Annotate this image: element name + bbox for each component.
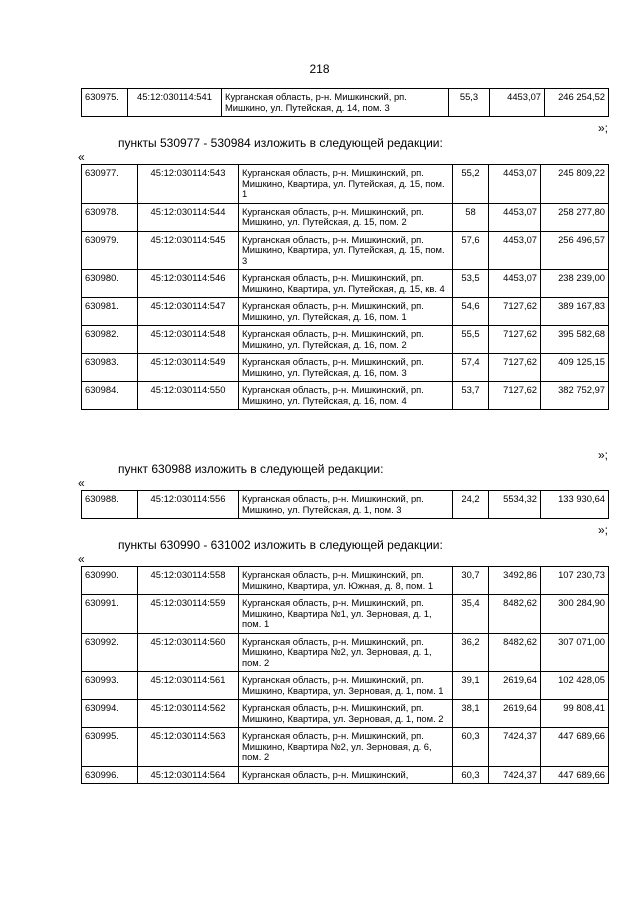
- table-row: [82, 298, 609, 326]
- address-cell: Курганская область, р-н. Мишкинский, рп. Мишкино, Квартира №2, ул. Зерновая, д. 1, пом. 2: [239, 633, 453, 672]
- table-row: [82, 326, 609, 354]
- address-cell: Курганская область, р-н. Мишкинский,: [239, 766, 453, 784]
- item-number-cell: 630979.: [82, 231, 138, 270]
- table-row: [82, 633, 609, 672]
- address-cell: Курганская область, р-н. Мишкинский, рп. Мишкино, Квартира, ул. Зерновая, д. 1, пом. 1: [239, 672, 453, 700]
- cadastral-value-cell: 447 689,66: [541, 766, 609, 784]
- item-number-cell: 630981.: [82, 298, 138, 326]
- area-cell: 53,7: [453, 382, 489, 410]
- table-row: [82, 595, 609, 634]
- item-number-cell: 630984.: [82, 382, 138, 410]
- cadastral-number-cell: 45:12:030114:544: [138, 203, 239, 231]
- address-cell: Курганская область, р-н. Мишкинский, рп. Мишкино, Квартира, ул. Путейская, д. 15, пом. 3: [239, 231, 453, 270]
- unit-value-cell: 7127,62: [489, 298, 541, 326]
- cadastral-number-cell: 45:12:030114:543: [138, 165, 239, 204]
- address-cell: Курганская область, р-н. Мишкинский, рп. Мишкино, Квартира, ул. Путейская, д. 15, кв. 4: [239, 270, 453, 298]
- cadastral-number-cell: 45:12:030114:559: [138, 595, 239, 634]
- area-cell: 57,6: [453, 231, 489, 270]
- item-number-cell: 630992.: [82, 633, 138, 672]
- area-cell: 30,7: [453, 567, 489, 595]
- unit-value-cell: 3492,86: [489, 567, 541, 595]
- unit-value-cell: 7424,37: [489, 766, 541, 784]
- area-cell: 55,3: [449, 89, 490, 117]
- address-cell: Курганская область, р-н. Мишкинский, рп. Мишкино, Квартира, ул. Южная, д. 8, пом. 1: [239, 567, 453, 595]
- area-cell: 55,5: [453, 326, 489, 354]
- item-number-cell: 630977.: [82, 165, 138, 204]
- cadastral-value-cell: 300 284,90: [541, 595, 609, 634]
- table-row: [82, 700, 609, 728]
- cadastral-number-cell: 45:12:030114:563: [138, 728, 239, 767]
- address-cell: Курганская область, р-н. Мишкинский, рп. Мишкино, ул. Путейская, д. 14, пом. 3: [222, 89, 449, 117]
- address-cell: Курганская область, р-н. Мишкинский, рп. Мишкино, ул. Путейская, д. 15, пом. 2: [239, 203, 453, 231]
- instruction-text: пункты 630990 - 631002 изложить в следующей редакции:: [118, 538, 443, 552]
- closing-quote: »;: [597, 448, 608, 462]
- unit-value-cell: 4453,07: [490, 89, 545, 117]
- cadastral-value-cell: 307 071,00: [541, 633, 609, 672]
- registry-table-3: [81, 490, 609, 519]
- cadastral-value-cell: 395 582,68: [541, 326, 609, 354]
- item-number-cell: 630988.: [82, 491, 138, 519]
- opening-quote: «: [78, 552, 85, 566]
- table-row: [82, 354, 609, 382]
- table-row: [82, 231, 609, 270]
- unit-value-cell: 4453,07: [489, 270, 541, 298]
- area-cell: 35,4: [453, 595, 489, 634]
- cadastral-value-cell: 389 167,83: [541, 298, 609, 326]
- unit-value-cell: 2619,64: [489, 672, 541, 700]
- unit-value-cell: 4453,07: [489, 165, 541, 204]
- item-number-cell: 630996.: [82, 766, 138, 784]
- page-number: 218: [309, 62, 330, 76]
- opening-quote: «: [78, 476, 85, 490]
- registry-table-4: [81, 566, 609, 784]
- address-cell: Курганская область, р-н. Мишкинский, рп. Мишкино, ул. Путейская, д. 16, пом. 2: [239, 326, 453, 354]
- table-row: [82, 567, 609, 595]
- table-row: [82, 165, 609, 204]
- area-cell: 57,4: [453, 354, 489, 382]
- cadastral-number-cell: 45:12:030114:546: [138, 270, 239, 298]
- table-row: [82, 382, 609, 410]
- cadastral-number-cell: 45:12:030114:549: [138, 354, 239, 382]
- cadastral-value-cell: 256 496,57: [541, 231, 609, 270]
- cadastral-value-cell: 246 254,52: [545, 89, 609, 117]
- table-row: [82, 491, 609, 519]
- table-row: [82, 89, 609, 117]
- table-row: [82, 728, 609, 767]
- cadastral-number-cell: 45:12:030114:562: [138, 700, 239, 728]
- area-cell: 58: [453, 203, 489, 231]
- address-cell: Курганская область, р-н. Мишкинский, рп. Мишкино, ул. Путейская, д. 16, пом. 1: [239, 298, 453, 326]
- cadastral-number-cell: 45:12:030114:547: [138, 298, 239, 326]
- cadastral-number-cell: 45:12:030114:545: [138, 231, 239, 270]
- instruction-text: пункт 630988 изложить в следующей редакции:: [118, 462, 384, 476]
- cadastral-value-cell: 133 930,64: [541, 491, 609, 519]
- area-cell: 54,6: [453, 298, 489, 326]
- address-cell: Курганская область, р-н. Мишкинский, рп. Мишкино, Квартира, ул. Зерновая, д. 1, пом. 2: [239, 700, 453, 728]
- cadastral-value-cell: 382 752,97: [541, 382, 609, 410]
- table-row: [82, 203, 609, 231]
- area-cell: 36,2: [453, 633, 489, 672]
- area-cell: 60,3: [453, 728, 489, 767]
- unit-value-cell: 5534,32: [489, 491, 541, 519]
- address-cell: Курганская область, р-н. Мишкинский, рп. Мишкино, Квартира №1, ул. Зерновая, д. 1, пом. 1: [239, 595, 453, 634]
- item-number-cell: 630994.: [82, 700, 138, 728]
- item-number-cell: 630982.: [82, 326, 138, 354]
- table-row: [82, 270, 609, 298]
- item-number-cell: 630975.: [82, 89, 128, 117]
- item-number-cell: 630995.: [82, 728, 138, 767]
- cadastral-value-cell: 107 230,73: [541, 567, 609, 595]
- area-cell: 60,3: [453, 766, 489, 784]
- item-number-cell: 630993.: [82, 672, 138, 700]
- unit-value-cell: 8482,62: [489, 595, 541, 634]
- unit-value-cell: 7127,62: [489, 354, 541, 382]
- area-cell: 55,2: [453, 165, 489, 204]
- unit-value-cell: 8482,62: [489, 633, 541, 672]
- address-cell: Курганская область, р-н. Мишкинский, рп. Мишкино, ул. Путейская, д. 16, пом. 3: [239, 354, 453, 382]
- unit-value-cell: 7127,62: [489, 326, 541, 354]
- address-cell: Курганская область, р-н. Мишкинский, рп. Мишкино, ул. Путейская, д. 1, пом. 3: [239, 491, 453, 519]
- unit-value-cell: 4453,07: [489, 203, 541, 231]
- instruction-text: пункты 530977 - 530984 изложить в следующей редакции:: [118, 136, 443, 150]
- cadastral-number-cell: 45:12:030114:556: [138, 491, 239, 519]
- registry-table-2: [81, 164, 609, 410]
- cadastral-value-cell: 409 125,15: [541, 354, 609, 382]
- registry-table-1: [81, 88, 609, 117]
- item-number-cell: 630983.: [82, 354, 138, 382]
- cadastral-number-cell: 45:12:030114:548: [138, 326, 239, 354]
- area-cell: 38,1: [453, 700, 489, 728]
- cadastral-number-cell: 45:12:030114:561: [138, 672, 239, 700]
- address-cell: Курганская область, р-н. Мишкинский, рп. Мишкино, Квартира, ул. Путейская, д. 15, пом. 1: [239, 165, 453, 204]
- table-row: [82, 766, 609, 784]
- item-number-cell: 630991.: [82, 595, 138, 634]
- area-cell: 53,5: [453, 270, 489, 298]
- cadastral-value-cell: 102 428,05: [541, 672, 609, 700]
- cadastral-number-cell: 45:12:030114:541: [128, 89, 222, 117]
- cadastral-value-cell: 99 808,41: [541, 700, 609, 728]
- unit-value-cell: 4453,07: [489, 231, 541, 270]
- unit-value-cell: 7127,62: [489, 382, 541, 410]
- closing-quote: »;: [597, 523, 608, 537]
- item-number-cell: 630980.: [82, 270, 138, 298]
- cadastral-value-cell: 245 809,22: [541, 165, 609, 204]
- address-cell: Курганская область, р-н. Мишкинский, рп. Мишкино, ул. Путейская, д. 16, пом. 4: [239, 382, 453, 410]
- opening-quote: «: [78, 150, 85, 164]
- cadastral-number-cell: 45:12:030114:550: [138, 382, 239, 410]
- cadastral-value-cell: 447 689,66: [541, 728, 609, 767]
- area-cell: 39,1: [453, 672, 489, 700]
- unit-value-cell: 7424,37: [489, 728, 541, 767]
- cadastral-number-cell: 45:12:030114:564: [138, 766, 239, 784]
- item-number-cell: 630990.: [82, 567, 138, 595]
- cadastral-value-cell: 258 277,80: [541, 203, 609, 231]
- table-row: [82, 672, 609, 700]
- cadastral-number-cell: 45:12:030114:558: [138, 567, 239, 595]
- closing-quote: »;: [597, 121, 608, 135]
- area-cell: 24,2: [453, 491, 489, 519]
- address-cell: Курганская область, р-н. Мишкинский, рп. Мишкино, Квартира №2, ул. Зерновая, д. 6, пом. 2: [239, 728, 453, 767]
- unit-value-cell: 2619,64: [489, 700, 541, 728]
- cadastral-value-cell: 238 239,00: [541, 270, 609, 298]
- cadastral-number-cell: 45:12:030114:560: [138, 633, 239, 672]
- item-number-cell: 630978.: [82, 203, 138, 231]
